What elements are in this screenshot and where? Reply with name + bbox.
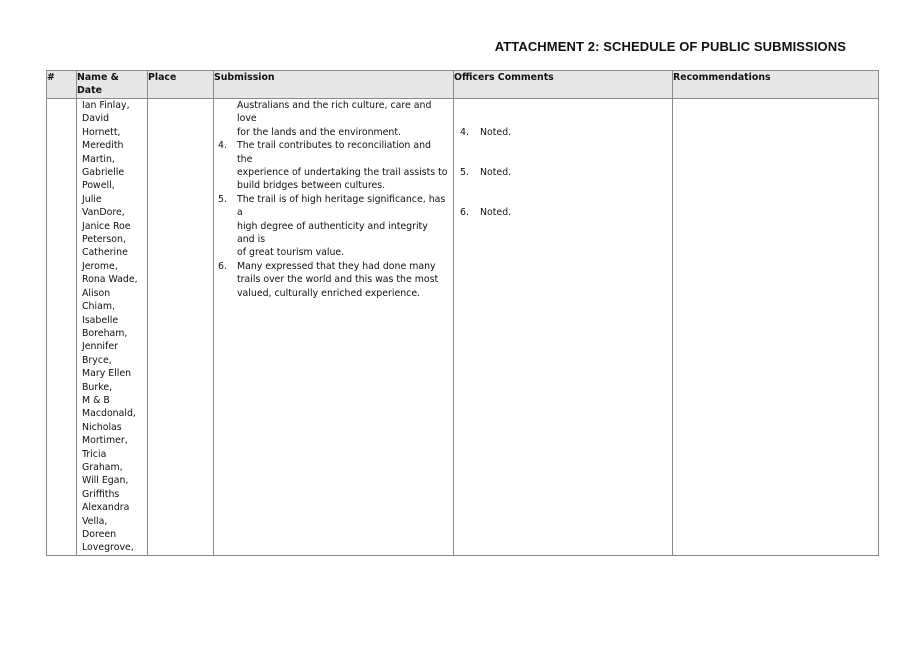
cell-place (148, 99, 214, 556)
submitter-name-line: Lovegrove, (82, 542, 134, 554)
officers-comment-number: 6. (460, 207, 469, 219)
submission-line: build bridges between cultures. (237, 180, 386, 192)
submission-continuation-line: Australians and the rich culture, care and love (237, 100, 432, 125)
submission-item-number: 4. (218, 140, 227, 152)
submitter-name-line: Janice Roe (82, 220, 131, 232)
submitter-name-line: Alexandra (82, 502, 130, 514)
officers-spacer (460, 99, 667, 126)
submitter-name-line: Jerome, (82, 260, 118, 272)
officers-comment-item (460, 166, 667, 179)
header-place: Place (148, 71, 214, 99)
submitter-name-line: Burke, (82, 381, 113, 393)
submitter-name-line: Alison (82, 287, 111, 299)
header-submission: Submission (214, 71, 454, 99)
table-header-row (47, 71, 879, 99)
submitter-name-line: Macdonald, (82, 408, 136, 420)
submitter-name-line: M & B (82, 394, 110, 406)
submitter-name-line: Doreen (82, 529, 117, 540)
submitter-name-line: Isabelle (82, 314, 119, 326)
submitter-name-line: Peterson, (82, 234, 126, 246)
submitter-name-line: Nicholas (82, 421, 122, 433)
submission-line: of great tourism value. (237, 247, 345, 259)
submission-line: The trail contributes to reconciliation and the (237, 140, 431, 165)
officers-comment-number: 5. (460, 167, 469, 178)
submitter-name-line: Gabrielle (82, 167, 125, 179)
submitter-name-line: Tricia (82, 448, 107, 460)
header-name-line1: Name & (77, 72, 119, 83)
submitter-name-line: Rona Wade, (82, 274, 138, 286)
cell-names (77, 99, 148, 556)
submission-item-text (237, 193, 448, 260)
cell-submission (214, 99, 454, 556)
submission-line: valued, culturally enriched experience. (237, 287, 421, 299)
submitter-name-line: David (82, 113, 110, 125)
officers-comment-item (460, 206, 667, 219)
submitter-name-line: Chiam, (82, 301, 115, 313)
officers-comment-text: Noted. (480, 167, 512, 178)
submitter-name-line: Meredith (82, 140, 124, 152)
submission-item (218, 260, 448, 300)
officers-spacer (460, 179, 667, 206)
submitter-name-line: Jennifer (82, 341, 118, 353)
submitter-name-line: Julie (82, 193, 102, 205)
submitter-name-line: Martin, (82, 153, 115, 165)
names-list (82, 99, 143, 555)
submission-line: trails over the world and this was the most (237, 274, 439, 286)
officers-comment-text: Noted. (480, 126, 512, 138)
submission-continuation-line: for the lands and the environment. (237, 126, 402, 138)
submission-item-number: 5. (218, 193, 227, 205)
submissions-table (46, 70, 879, 556)
submitter-name-line: Mortimer, (82, 435, 128, 447)
submitter-name-line: Will Egan, (82, 475, 129, 487)
submitter-name-line: Boreham, (82, 327, 128, 339)
submitter-name-line: Ian Finlay, (82, 100, 130, 111)
submitter-name-line: Vella, (82, 515, 108, 527)
submitter-name-line: VanDore, (82, 207, 125, 219)
cell-number (47, 99, 77, 556)
submitter-name-line: Powell, (82, 180, 115, 192)
submitter-name-line: Catherine (82, 247, 128, 259)
header-name-date (77, 71, 148, 99)
submission-line: The trail is of high heritage significance, has a (237, 193, 446, 219)
submission-line: Many expressed that they had done many (237, 260, 436, 272)
submission-item-text (237, 139, 448, 193)
submission-line: experience of undertaking the trail assists to (237, 167, 448, 179)
officers-spacer (460, 139, 667, 166)
submitter-name-line: Griffiths (82, 488, 120, 500)
officers-comment-text: Noted. (480, 207, 512, 219)
submitter-name-line: Mary Ellen (82, 368, 132, 380)
officers-comment-item (460, 126, 667, 139)
submitter-name-line: Bryce, (82, 354, 112, 366)
submission-item (218, 193, 448, 260)
page-title: ATTACHMENT 2: SCHEDULE OF PUBLIC SUBMISSIONS (494, 39, 846, 54)
header-number: # (47, 71, 77, 99)
cell-recommendations (673, 99, 879, 556)
submission-item (218, 139, 448, 193)
table-row (47, 99, 879, 556)
header-recommendations: Recommendations (673, 71, 879, 99)
submission-item-text (237, 260, 448, 300)
officers-comment-number: 4. (460, 126, 469, 138)
header-name-line2: Date (77, 85, 102, 97)
submitter-name-line: Graham, (82, 461, 123, 473)
submission-item-number: 6. (218, 260, 227, 272)
submitter-name-line: Hornett, (82, 126, 121, 138)
submission-line: high degree of authenticity and integrity and is (237, 220, 428, 246)
cell-officers-comments (454, 99, 673, 556)
header-officers-comments: Officers Comments (454, 71, 673, 99)
